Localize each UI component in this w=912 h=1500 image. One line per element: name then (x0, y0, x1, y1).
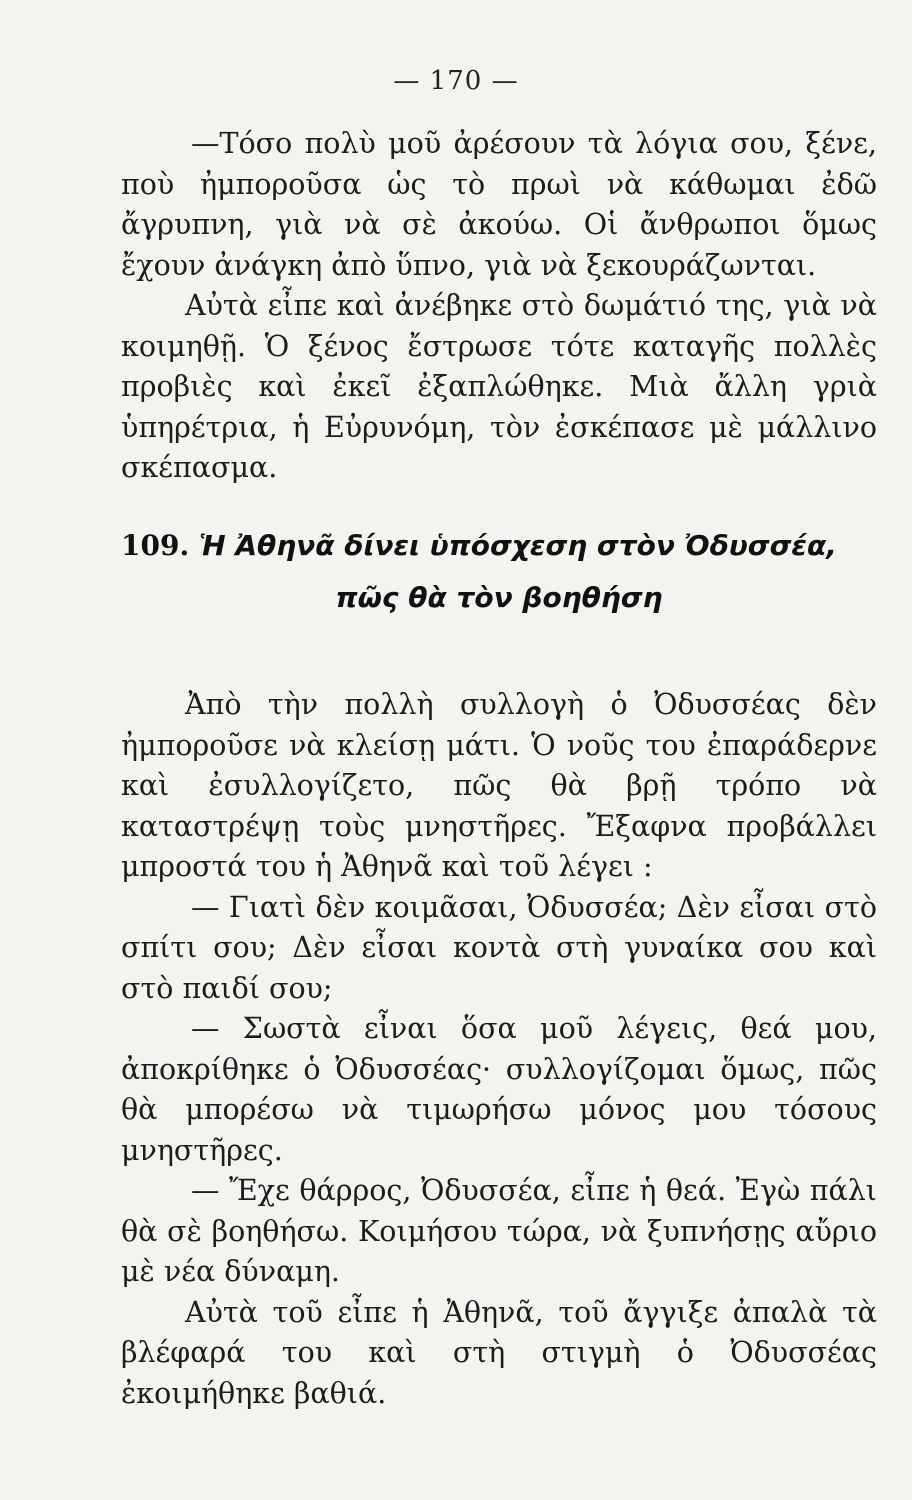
bottom-text-block (121, 685, 877, 1414)
paragraph: Ἀπὸ τὴν πολλὴ συλλογὴ ὁ Ὀδυσσέας δὲν ἠμποροῦσε νὰ κλείσῃ μάτι. Ὁ νοῦς του ἐπαράδερνε καὶ ἐσυλλογίζετο, πῶς θὰ βρῇ τρόπο νὰ καταστρέψῃ τοὺς μνηστῆρες. Ἔξαφνα προβάλλει μπροστά του ἡ Ἀθηνᾶ καὶ τοῦ λέγει : (121, 688, 877, 883)
paragraph: —Τόσο πολὺ μοῦ ἀρέσουν τὰ λόγια σου, ξένε, ποὺ ἠμποροῦσα ὡς τὸ πρωὶ νὰ κάθωμαι ἐδῶ ἄγρυπνη, γιὰ νὰ σὲ ἀκούω. Οἱ ἄνθρωποι ὅμως ἔχουν ἀνάγκη ἀπὸ ὕπνο, γιὰ νὰ ξεκουράζωνται. (121, 127, 877, 282)
dialogue-paragraph: — Σωστὰ εἶναι ὅσα μοῦ λέγεις, θεά μου, ἀποκρίθηκε ὁ Ὀδυσσέας· συλλογίζομαι ὅμως, πῶς θὰ μπορέσω νὰ τιμωρήσω μόνος μου τόσους μνηστῆρες. (121, 1012, 877, 1167)
paragraph: Αὐτὰ εἶπε καὶ ἀνέβηκε στὸ δωμάτιό της, γιὰ νὰ κοιμηθῇ. Ὁ ξένος ἔστρωσε τότε καταγῆς πολλὲς προβιὲς καὶ ἐκεῖ ἐξαπλώθηκε. Μιὰ ἄλλη γριὰ ὑπηρέτρια, ἡ Εὐρυνόμη, τὸν ἐσκέπασε μὲ μάλλινο σκέπασμα. (121, 289, 877, 484)
section-number: 109. (121, 529, 190, 562)
dialogue-paragraph: — Ἔχε θάρρος, Ὀδυσσέα, εἶπε ἡ θεά. Ἐγὼ πάλι θὰ σὲ βοηθήσω. Κοιμήσου τώρα, νὰ ξυπνήσῃς αὔριο μὲ νέα δύναμη. (121, 1174, 877, 1288)
heading-title: Ἡ Ἀθηνᾶ δίνει ὑπόσχεση στὸν Ὀδυσσέα, (198, 529, 837, 562)
heading-line-2: πῶς θὰ τὸν βοηθήση (335, 581, 663, 614)
top-text-block (121, 124, 877, 489)
page-number: — 170 — (393, 66, 519, 96)
heading-line-1 (121, 520, 877, 572)
paragraph: Αὐτὰ τοῦ εἶπε ἡ Ἀθηνᾶ, τοῦ ἄγγιξε ἀπαλὰ τὰ βλέφαρά του καὶ στὴ στιγμὴ ὁ Ὀδυσσέας ἐκοιμήθηκε βαθιά. (121, 1295, 877, 1410)
section-heading (121, 520, 877, 624)
dialogue-paragraph: — Γιατὶ δὲν κοιμᾶσαι, Ὀδυσσέα; Δὲν εἶσαι στὸ σπίτι σου; Δὲν εἶσαι κοντὰ στὴ γυναίκα σου καὶ στὸ παιδί σου; (121, 890, 877, 1005)
